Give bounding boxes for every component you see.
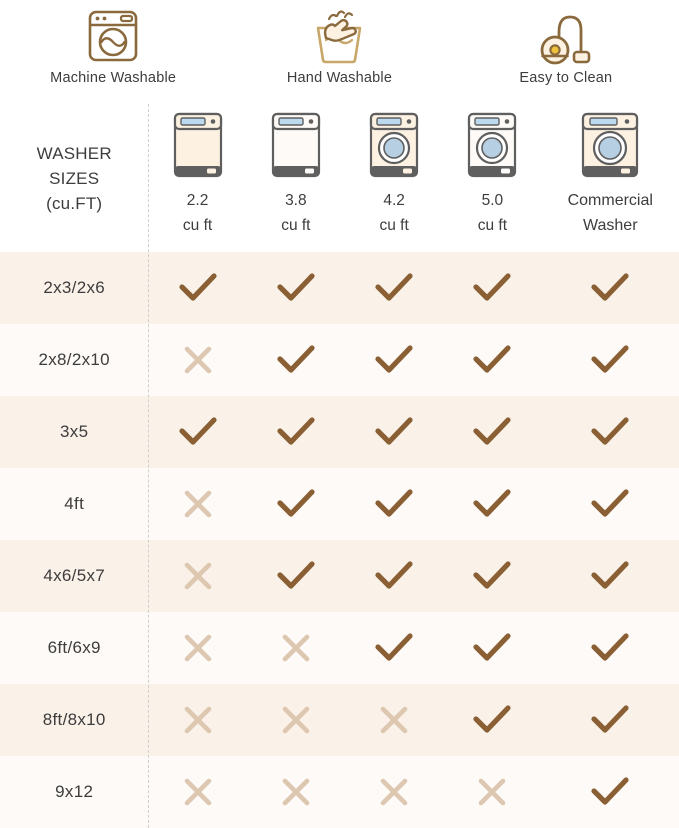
cross-icon xyxy=(280,704,312,736)
cell-unsupported xyxy=(148,612,246,684)
corner-title-line-1: WASHER xyxy=(36,143,112,163)
cell-unsupported xyxy=(148,684,246,756)
washer-compatibility-table xyxy=(0,104,679,828)
cell-supported xyxy=(542,756,679,828)
check-icon xyxy=(374,631,414,665)
check-icon xyxy=(590,559,630,593)
column-header-line-1: Commercial xyxy=(567,192,653,209)
check-icon xyxy=(590,415,630,449)
table-corner-title xyxy=(0,104,148,252)
cell-supported xyxy=(247,468,345,540)
corner-title-line-3: (cu.FT) xyxy=(46,193,103,213)
check-icon xyxy=(374,343,414,377)
row-label: 2x3/2x6 xyxy=(0,252,148,324)
table-row xyxy=(0,396,679,468)
column-header-3 xyxy=(345,104,443,252)
check-icon xyxy=(374,415,414,449)
cell-supported xyxy=(148,396,246,468)
cell-supported xyxy=(542,612,679,684)
cell-unsupported xyxy=(148,756,246,828)
table-row xyxy=(0,612,679,684)
cross-icon xyxy=(182,632,214,664)
cross-icon xyxy=(280,632,312,664)
cell-unsupported xyxy=(148,468,246,540)
cross-icon xyxy=(378,776,410,808)
check-icon xyxy=(178,415,218,449)
column-header-line-1: 4.2 xyxy=(383,192,405,209)
check-icon xyxy=(472,703,512,737)
front-load-washer-icon xyxy=(345,104,443,186)
table-row xyxy=(0,684,679,756)
cell-unsupported xyxy=(247,684,345,756)
feature-hand-washable xyxy=(226,6,452,86)
cross-icon xyxy=(378,704,410,736)
feature-machine-washable xyxy=(0,6,226,86)
cross-icon xyxy=(182,704,214,736)
feature-easy-to-clean xyxy=(453,6,679,86)
feature-label: Hand Washable xyxy=(286,70,393,86)
column-header-5 xyxy=(542,104,679,252)
feature-label: Easy to Clean xyxy=(519,70,613,86)
hand-washable-icon xyxy=(304,6,374,68)
machine-washable-icon xyxy=(81,6,145,68)
cell-unsupported xyxy=(247,756,345,828)
cell-supported xyxy=(247,324,345,396)
check-icon xyxy=(590,271,630,305)
cell-supported xyxy=(443,612,541,684)
cell-unsupported xyxy=(345,756,443,828)
cell-supported xyxy=(443,252,541,324)
table-row xyxy=(0,252,679,324)
table-header-row xyxy=(0,104,679,252)
column-header-line-1: 3.8 xyxy=(285,192,307,209)
cell-supported xyxy=(345,612,443,684)
cross-icon xyxy=(182,488,214,520)
column-header-line-2: cu ft xyxy=(379,217,409,234)
check-icon xyxy=(374,271,414,305)
column-header-line-2: cu ft xyxy=(281,217,311,234)
row-label: 6ft/6x9 xyxy=(0,612,148,684)
cell-supported xyxy=(542,684,679,756)
cell-supported xyxy=(247,252,345,324)
check-icon xyxy=(276,559,316,593)
row-label: 4x6/5x7 xyxy=(0,540,148,612)
cell-supported xyxy=(542,252,679,324)
row-label: 9x12 xyxy=(0,756,148,828)
feature-strip xyxy=(0,0,679,104)
check-icon xyxy=(472,631,512,665)
column-header-line-2: cu ft xyxy=(477,217,508,234)
cell-unsupported xyxy=(148,324,246,396)
top-load-washer-icon xyxy=(247,104,345,186)
check-icon xyxy=(472,271,512,305)
cell-supported xyxy=(542,324,679,396)
table-row xyxy=(0,468,679,540)
corner-title-line-2: SIZES xyxy=(49,168,100,188)
cell-supported xyxy=(247,396,345,468)
feature-label: Machine Washable xyxy=(50,70,177,86)
check-icon xyxy=(472,415,512,449)
cell-supported xyxy=(345,324,443,396)
check-icon xyxy=(472,559,512,593)
check-icon xyxy=(374,487,414,521)
commercial-washer-icon xyxy=(542,104,679,186)
cell-supported xyxy=(345,540,443,612)
check-icon xyxy=(590,343,630,377)
cell-supported xyxy=(148,252,246,324)
cell-supported xyxy=(443,396,541,468)
cell-supported xyxy=(345,252,443,324)
table-row xyxy=(0,756,679,828)
cross-icon xyxy=(182,344,214,376)
row-label: 2x8/2x10 xyxy=(0,324,148,396)
check-icon xyxy=(472,487,512,521)
cross-icon xyxy=(182,776,214,808)
check-icon xyxy=(276,415,316,449)
cell-supported xyxy=(443,468,541,540)
column-header-line-1: 5.0 xyxy=(481,192,504,209)
easy-to-clean-icon xyxy=(533,6,599,68)
cell-supported xyxy=(443,540,541,612)
column-header-line-2: cu ft xyxy=(182,217,213,234)
check-icon xyxy=(276,343,316,377)
check-icon xyxy=(276,487,316,521)
cell-unsupported xyxy=(443,756,541,828)
cell-supported xyxy=(443,684,541,756)
row-label: 8ft/8x10 xyxy=(0,684,148,756)
cell-supported xyxy=(542,468,679,540)
check-icon xyxy=(590,703,630,737)
column-header-4 xyxy=(443,104,541,252)
row-label: 3x5 xyxy=(0,396,148,468)
column-header-1 xyxy=(148,104,246,252)
row-label: 4ft xyxy=(0,468,148,540)
check-icon xyxy=(276,271,316,305)
cell-supported xyxy=(247,540,345,612)
cell-supported xyxy=(542,540,679,612)
cell-supported xyxy=(443,324,541,396)
column-header-line-1: 2.2 xyxy=(186,192,209,209)
cell-unsupported xyxy=(148,540,246,612)
column-header-2 xyxy=(247,104,345,252)
table-body xyxy=(0,252,679,828)
top-load-washer-icon xyxy=(148,104,246,186)
check-icon xyxy=(590,487,630,521)
table-row xyxy=(0,324,679,396)
check-icon xyxy=(590,775,630,809)
cell-supported xyxy=(542,396,679,468)
check-icon xyxy=(374,559,414,593)
table-row xyxy=(0,540,679,612)
check-icon xyxy=(178,271,218,305)
cell-unsupported xyxy=(247,612,345,684)
cell-unsupported xyxy=(345,684,443,756)
front-load-washer-icon xyxy=(443,104,541,186)
cross-icon xyxy=(182,560,214,592)
cell-supported xyxy=(345,468,443,540)
check-icon xyxy=(472,343,512,377)
cross-icon xyxy=(280,776,312,808)
column-header-line-2: Washer xyxy=(583,217,638,234)
check-icon xyxy=(590,631,630,665)
cell-supported xyxy=(345,396,443,468)
cross-icon xyxy=(476,776,508,808)
